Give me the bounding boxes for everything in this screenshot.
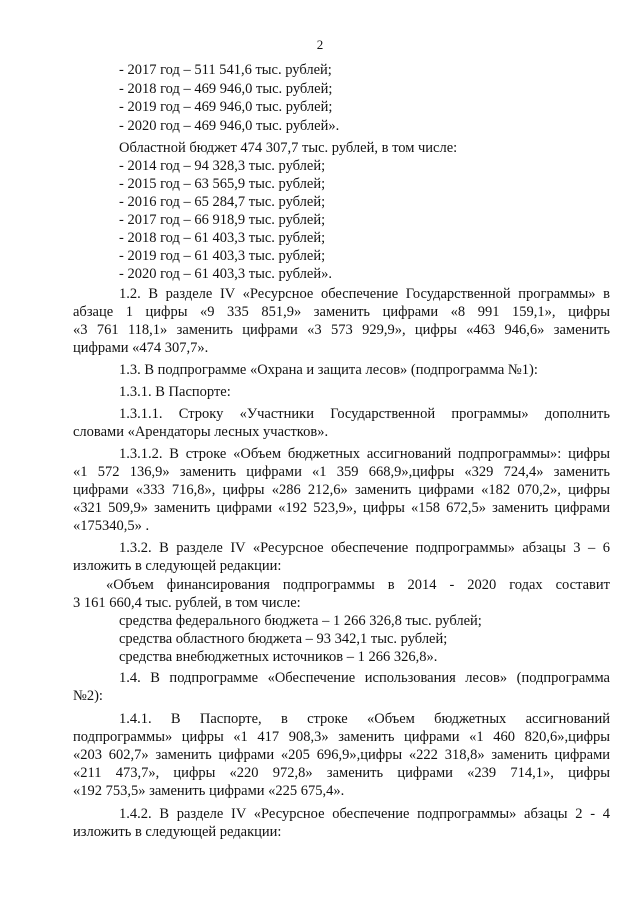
text-line: №2): [73, 688, 103, 704]
text-line: - 2020 год – 469 946,0 тыс. рублей». [119, 118, 340, 134]
text-line: «203 602,7» заменить цифрами «205 696,9»,цифры «222 318,8» заменить цифрами [73, 747, 610, 763]
text-line: средства областного бюджета – 93 342,1 тыс. рублей; [119, 631, 448, 647]
text-line: 1.3.1. В Паспорте: [119, 384, 231, 400]
text-line: средства внебюджетных источников – 1 266 326,8». [119, 649, 438, 665]
text-line: «192 753,5» заменить цифрами «225 675,4». [73, 783, 345, 799]
text-line: - 2017 год – 511 541,6 тыс. рублей; [119, 62, 332, 78]
text-line: 1.4. В подпрограмме «Обеспечение использования лесов» (подпрограмма [119, 670, 610, 686]
text-line: изложить в следующей редакции: [73, 824, 282, 840]
page-number: 2 [316, 37, 324, 52]
text-line: «Объем финансирования подпрограммы в 2014 - 2020 годах составит [106, 577, 610, 593]
text-line: подпрограммы» цифры «1 417 908,3» заменить цифрами «1 460 820,6»,цифры [73, 729, 610, 745]
text-line: словами «Арендаторы лесных участков». [73, 424, 329, 440]
text-line: абзаце 1 цифры «9 335 851,9» заменить цифрами «8 991 159,1», цифры [73, 304, 610, 320]
text-line: изложить в следующей редакции: [73, 558, 282, 574]
text-line: средства федерального бюджета – 1 266 326,8 тыс. рублей; [119, 613, 482, 629]
text-line: - 2019 год – 61 403,3 тыс. рублей; [119, 248, 326, 264]
text-line: «1 572 136,9» заменить цифрами «1 359 668,9»,цифры «329 724,4» заменить [73, 464, 610, 480]
text-line: - 2017 год – 66 918,9 тыс. рублей; [119, 212, 326, 228]
text-line: 1.3.1.2. В строке «Объем бюджетных ассигнований подпрограммы»: цифры [119, 446, 610, 462]
text-line: - 2014 год – 94 328,3 тыс. рублей; [119, 158, 326, 174]
text-line: - 2015 год – 63 565,9 тыс. рублей; [119, 176, 326, 192]
text-line: 1.4.2. В разделе IV «Ресурсное обеспечение подпрограммы» абзацы 2 - 4 [119, 806, 610, 822]
text-line: - 2016 год – 65 284,7 тыс. рублей; [119, 194, 326, 210]
text-line: Областной бюджет 474 307,7 тыс. рублей, в том числе: [119, 140, 458, 156]
text-line: - 2020 год – 61 403,3 тыс. рублей». [119, 266, 332, 282]
text-line: - 2018 год – 469 946,0 тыс. рублей; [119, 81, 333, 97]
text-line: «321 509,9» заменить цифрами «192 523,9», цифры «158 672,5» заменить цифрами [73, 500, 610, 516]
text-line: 1.3. В подпрограмме «Охрана и защита лесов» (подпрограмма №1): [119, 362, 538, 378]
text-line: - 2018 год – 61 403,3 тыс. рублей; [119, 230, 326, 246]
text-line: цифрами «474 307,7». [73, 340, 209, 356]
text-line: 1.4.1. В Паспорте, в строке «Объем бюджетных ассигнований [119, 711, 610, 727]
text-line: 1.2. В разделе IV «Ресурсное обеспечение Государственной программы» в [119, 286, 610, 302]
text-line: 1.3.2. В разделе IV «Ресурсное обеспечение подпрограммы» абзацы 3 – 6 [119, 540, 610, 556]
text-line: «211 473,7», цифры «220 972,8» заменить цифрами «239 714,1», цифры [73, 765, 610, 781]
text-line: цифрами «333 716,8», цифры «286 212,6» заменить цифрами «182 070,2», цифры [73, 482, 610, 498]
text-line: «3 761 118,1» заменить цифрами «3 573 929,9», цифры «463 946,6» заменить [73, 322, 610, 338]
text-line: 3 161 660,4 тыс. рублей, в том числе: [73, 595, 301, 611]
text-line: - 2019 год – 469 946,0 тыс. рублей; [119, 99, 333, 115]
text-line: «175340,5» . [73, 518, 150, 534]
text-line: 1.3.1.1. Строку «Участники Государственной программы» дополнить [119, 406, 610, 422]
